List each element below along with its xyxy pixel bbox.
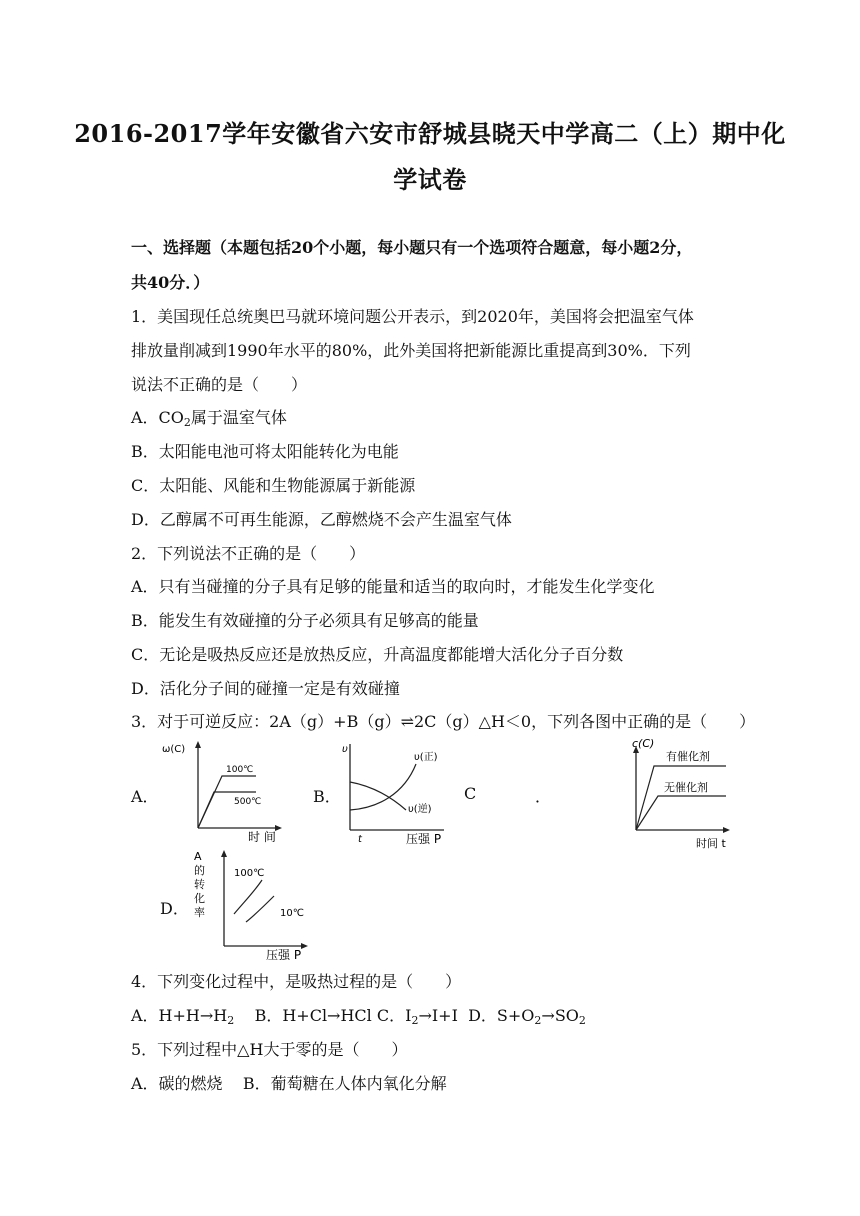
graph-d-xlabel: 压强 P [266, 948, 302, 960]
q1-stem-line2: 排放量削减到1990年水平的80%，此外美国将把新能源比重提高到30%．下列 [131, 341, 691, 360]
q5-option-b: B．葡萄糖在人体内氧化分解 [242, 1074, 447, 1093]
q3-graph-b [332, 738, 462, 848]
q2-option-b: B．能发生有效碰撞的分子必须具有足够高的能量 [131, 611, 479, 630]
graph-b-curve-reverse-label: υ(逆) [408, 804, 432, 815]
q4-option-a [131, 1006, 234, 1025]
exam-title-line1: 2016-2017学年安徽省六安市舒城县晓天中学高二（上）期中化 [74, 119, 786, 148]
graph-d-ylabel-char-1: A [194, 850, 202, 863]
q4-option-d [468, 1006, 586, 1025]
graph-d-ylabel-char-4: 化 [194, 892, 205, 905]
q1-stem-line1: 1．美国现任总统奥巴马就环境问题公开表示，到2020年，美国将会把温室气体 [131, 307, 694, 326]
q5-stem: 5．下列过程中△H大于零的是（ ） [131, 1040, 408, 1059]
graph-b-curve-forward-label: υ(正) [414, 752, 438, 763]
q1-option-b: B．太阳能电池可将太阳能转化为电能 [131, 442, 399, 461]
exam-title-line2: 学试卷 [393, 165, 467, 194]
q2-option-c: C．无论是吸热反应还是放热反应，升高温度都能增大活化分子百分数 [131, 645, 624, 664]
q3-label-a: A． [131, 787, 159, 806]
q5-options [131, 1071, 447, 1094]
q1-option-a-rest: 属于温室气体 [190, 408, 287, 427]
q4-option-c-text: C．I [376, 1006, 412, 1025]
graph-c-curve-no-catalyst-label: 无催化剂 [664, 781, 708, 794]
graph-a-curve-100-label: 100℃ [226, 765, 254, 775]
q4-option-a-subscript: 2 [227, 1014, 235, 1027]
graph-b-ylabel: υ [342, 744, 348, 755]
section-heading-line1: 一、选择题（本题包括20个小题，每小题只有一个选项符合题意，每小题2分， [131, 238, 693, 257]
q1-option-a-subscript: 2 [183, 416, 191, 429]
q3-label-c-dot: ． [535, 787, 552, 806]
graph-c-curve-catalyst-label: 有催化剂 [666, 750, 710, 763]
q3-label-d: D． [160, 899, 189, 918]
q2-option-a: A．只有当碰撞的分子具有足够的能量和适当的取向时，才能发生化学变化 [131, 577, 655, 596]
graph-c-x-arrow [723, 827, 730, 833]
graph-a-xlabel: 时 间 [248, 830, 276, 844]
graph-b-curve-forward [350, 764, 416, 810]
graph-a-curve-500-label: 500℃ [234, 797, 262, 807]
graph-c-curve-catalyst [636, 766, 726, 830]
graph-d-curve-10-label: 10℃ [280, 908, 304, 919]
q1-option-a [131, 405, 287, 429]
q3-label-c: C [464, 784, 477, 803]
graph-c-ylabel: c(C) [632, 737, 655, 750]
q1-option-d: D．乙醇属不可再生能源，乙醇燃烧不会产生温室气体 [131, 510, 512, 529]
q3-label-b: B． [313, 787, 341, 806]
q4-option-c-rest: →I+I [418, 1006, 458, 1025]
q3-graph-a [156, 740, 292, 844]
graph-a-y-arrow [195, 741, 201, 748]
graph-b-xlabel: 压强 P [406, 832, 442, 846]
q4-option-a-text: A．H+H→H [131, 1006, 228, 1025]
graph-d-x-arrow [301, 943, 308, 949]
q4-option-c-subscript: 2 [411, 1014, 419, 1027]
graph-d-curve-100 [234, 880, 262, 914]
q5-option-a: A．碳的燃烧 [131, 1074, 223, 1093]
graph-d-curve-100-label: 100℃ [234, 868, 265, 879]
graph-c-xlabel: 时间 t [696, 837, 726, 850]
graph-a-ylabel: ω(C) [162, 744, 186, 755]
q3-graph-c [626, 736, 740, 852]
q4-option-d-mid: →SO [541, 1006, 579, 1025]
q3-graph-d [190, 848, 322, 960]
q1-option-a-text: A．CO [131, 408, 184, 427]
graph-b-origin-label: t [358, 834, 362, 845]
q2-option-d: D．活化分子间的碰撞一定是有效碰撞 [131, 679, 400, 698]
q1-stem-line3: 说法不正确的是（ ） [131, 375, 308, 394]
graph-d-y-arrow [221, 850, 227, 857]
q4-stem: 4．下列变化过程中，是吸热过程的是（ ） [131, 972, 462, 991]
graph-d-ylabel-char-2: 的 [194, 864, 205, 877]
q4-options [131, 1003, 586, 1027]
q4-option-c [377, 1006, 458, 1025]
section-heading-line2: 共40分．） [131, 273, 210, 292]
q4-option-d-subscript-1: 2 [534, 1014, 542, 1027]
graph-a-x-arrow [275, 825, 282, 831]
graph-b-curve-reverse [350, 782, 406, 810]
graph-d-ylabel-char-5: 率 [194, 906, 205, 919]
q4-option-d-text: D．S+O [468, 1006, 535, 1025]
q3-stem: 3．对于可逆反应：2A（g）+B（g）⇌2C（g）△H＜0，下列各图中正确的是（ ） [131, 712, 756, 731]
q4-option-d-subscript-2: 2 [578, 1014, 586, 1027]
graph-c-curve-no-catalyst [636, 796, 726, 830]
graph-d-curve-10 [246, 896, 274, 922]
q2-stem: 2．下列说法不正确的是（ ） [131, 544, 366, 563]
q4-option-b: B．H+Cl→HCl [254, 1006, 372, 1025]
graph-d-ylabel-char-3: 转 [194, 878, 205, 891]
q1-option-c: C．太阳能、风能和生物能源属于新能源 [131, 476, 416, 495]
